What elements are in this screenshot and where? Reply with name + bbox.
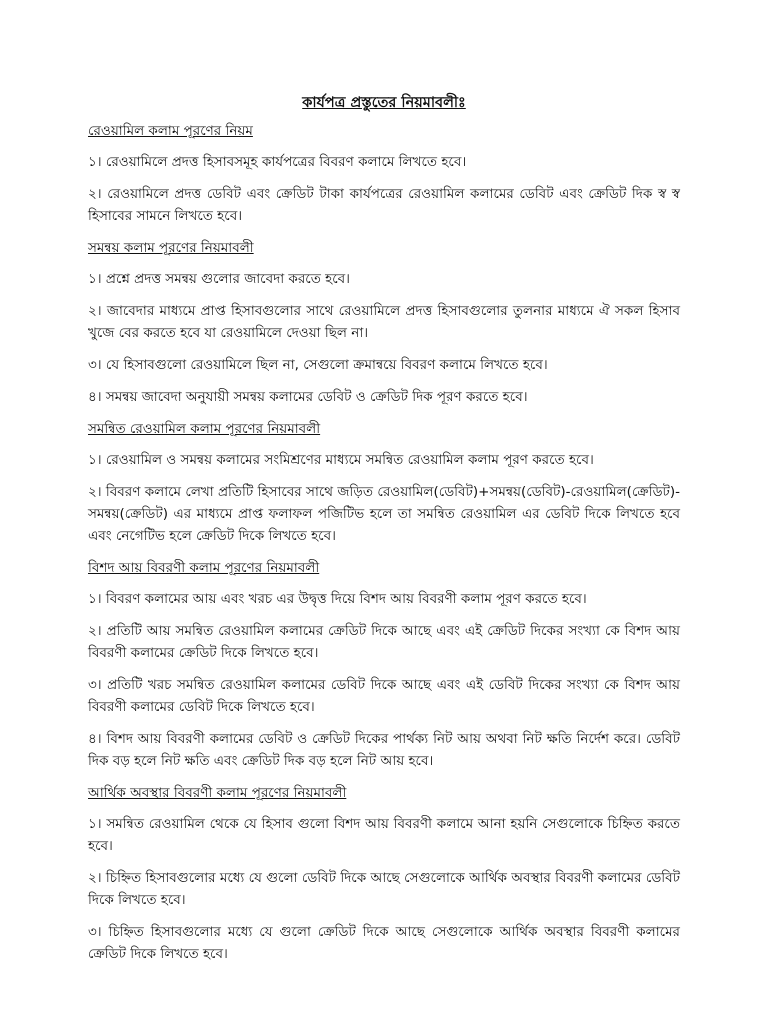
rule-item: ১। রেওয়ামিলে প্রদত্ত হিসাবসমূহ কার্যপত্রের বিবরণ কলামে লিখতে হবে।: [88, 154, 467, 170]
section-adjusted-trial-balance: [88, 420, 680, 547]
section-heading: রেওয়ামিল কলাম পূরণের নিয়ম: [88, 123, 253, 139]
section-heading: আর্থিক অবস্থার বিবরণী কলাম পূরণের নিয়মাবলী: [88, 785, 347, 801]
section-heading: বিশদ আয় বিবরণী কলাম পূরণের নিয়মাবলী: [88, 560, 320, 576]
rule-item: ৪। সমন্বয় জাবেদা অনুযায়ী সমন্বয় কলামের ডেবিট ও ক্রেডিট দিক পূরণ করতে হবে।: [88, 389, 528, 405]
section-financial-position: [88, 784, 680, 965]
rule-item: ১। রেওয়ামিল ও সমন্বয় কলামের সংমিশ্রণের মাধ্যমে সমন্বিত রেওয়ামিল কলাম পূরণ করতে হবে।: [88, 452, 594, 468]
rule-item: ৩। যে হিসাবগুলো রেওয়ামিলে ছিল না, সেগুলো ক্রমান্বয়ে বিবরণ কলামে লিখতে হবে।: [88, 357, 548, 373]
section-adjustment: [88, 239, 680, 408]
rule-item: ৪। বিশদ আয় বিবরণী কলামের ডেবিট ও ক্রেডিট দিকের পার্থক্য নিট আয় অথবা নিট ক্ষতি নির্দেশ করে। ডেবিট দিক বড় হলে নিট ক্ষতি এবং ক্রেডিট দিক বড় হলে নিট আয় হবে।: [88, 731, 680, 769]
section-heading: সমন্বিত রেওয়ামিল কলাম পূরণের নিয়মাবলী: [88, 421, 321, 437]
rule-item: ২। বিবরণ কলামে লেখা প্রতিটি হিসাবের সাথে জড়িত রেওয়ামিল(ডেবিট)+সমন্বয়(ডেবিট)-রেওয়ামিল(ক্রেডিট)-সমন্বয়(ক্রেডিট) এর মাধ্যমে প্রাপ্ত ফলাফল পজিটিভ হলে তা সমন্বিত রেওয়ামিল এর ডেবিট দিকে লিখতে হবে এবং নেগেটিভ হলে ক্রেডিট দিকে লিখতে হবে।: [88, 484, 680, 544]
rule-item: ২। প্রতিটি আয় সমন্বিত রেওয়ামিল কলামের ক্রেডিট দিকে আছে এবং এই ক্রেডিট দিকের সংখ্যা কে বিশদ আয় বিবরণী কলামের ক্রেডিট দিকে লিখতে হবে।: [88, 623, 680, 661]
document-title: কার্যপত্র প্রস্তুতের নিয়মাবলীঃ: [302, 95, 466, 111]
rule-item: ১। বিবরণ কলামের আয় এবং খরচ এর উদ্বৃত্ত দিয়ে বিশদ আয় বিবরণী কলাম পূরণ করতে হবে।: [88, 591, 587, 607]
rule-item: ২। চিহ্নিত হিসাবগুলোর মধ্যে যে গুলো ডেবিট দিকে আছে সেগুলোকে আর্থিক অবস্থার বিবরণী কলামের ডেবিট দিকে লিখতে হবে।: [88, 870, 680, 908]
rule-item: ৩। চিহ্নিত হিসাবগুলোর মধ্যে যে গুলো ক্রেডিট দিকে আছে সেগুলোকে আর্থিক অবস্থার বিবরণী কলামের ক্রেডিট দিকে লিখতে হবে।: [88, 924, 680, 962]
rule-item: ১। সমন্বিত রেওয়ামিল থেকে যে হিসাব গুলো বিশদ আয় বিবরণী কলামে আনা হয়নি সেগুলোকে চিহ্নিত করতে হবে।: [88, 816, 680, 854]
rule-item: ২। রেওয়ামিলে প্রদত্ত ডেবিট এবং ক্রেডিট টাকা কার্যপত্রের রেওয়ামিল কলামের ডেবিট এবং ক্রেডিট দিক স্ব স্ব হিসাবের সামনে লিখতে হবে।: [88, 186, 680, 224]
rule-item: ২। জাবেদার মাধ্যমে প্রাপ্ত হিসাবগুলোর সাথে রেওয়ামিলে প্রদত্ত হিসাবগুলোর তুলনার মাধ্যমে ঐ সকল হিসাব খুজে বের করতে হবে যা রেওয়ামিলে দেওয়া ছিল না।: [88, 303, 680, 341]
section-heading: সমন্বয় কলাম পূরণের নিয়মাবলী: [88, 240, 254, 256]
rule-item: ৩। প্রতিটি খরচ সমন্বিত রেওয়ামিল কলামের ডেবিট দিকে আছে এবং এই ডেবিট দিকের সংখ্যা কে বিশদ আয় বিবরণী কলামের ডেবিট দিকে লিখতে হবে।: [88, 677, 680, 715]
rule-item: ১। প্রশ্নে প্রদত্ত সমন্বয় গুলোর জাবেদা করতে হবে।: [88, 271, 350, 287]
section-trial-balance: [88, 122, 680, 227]
section-income-statement: [88, 559, 680, 772]
